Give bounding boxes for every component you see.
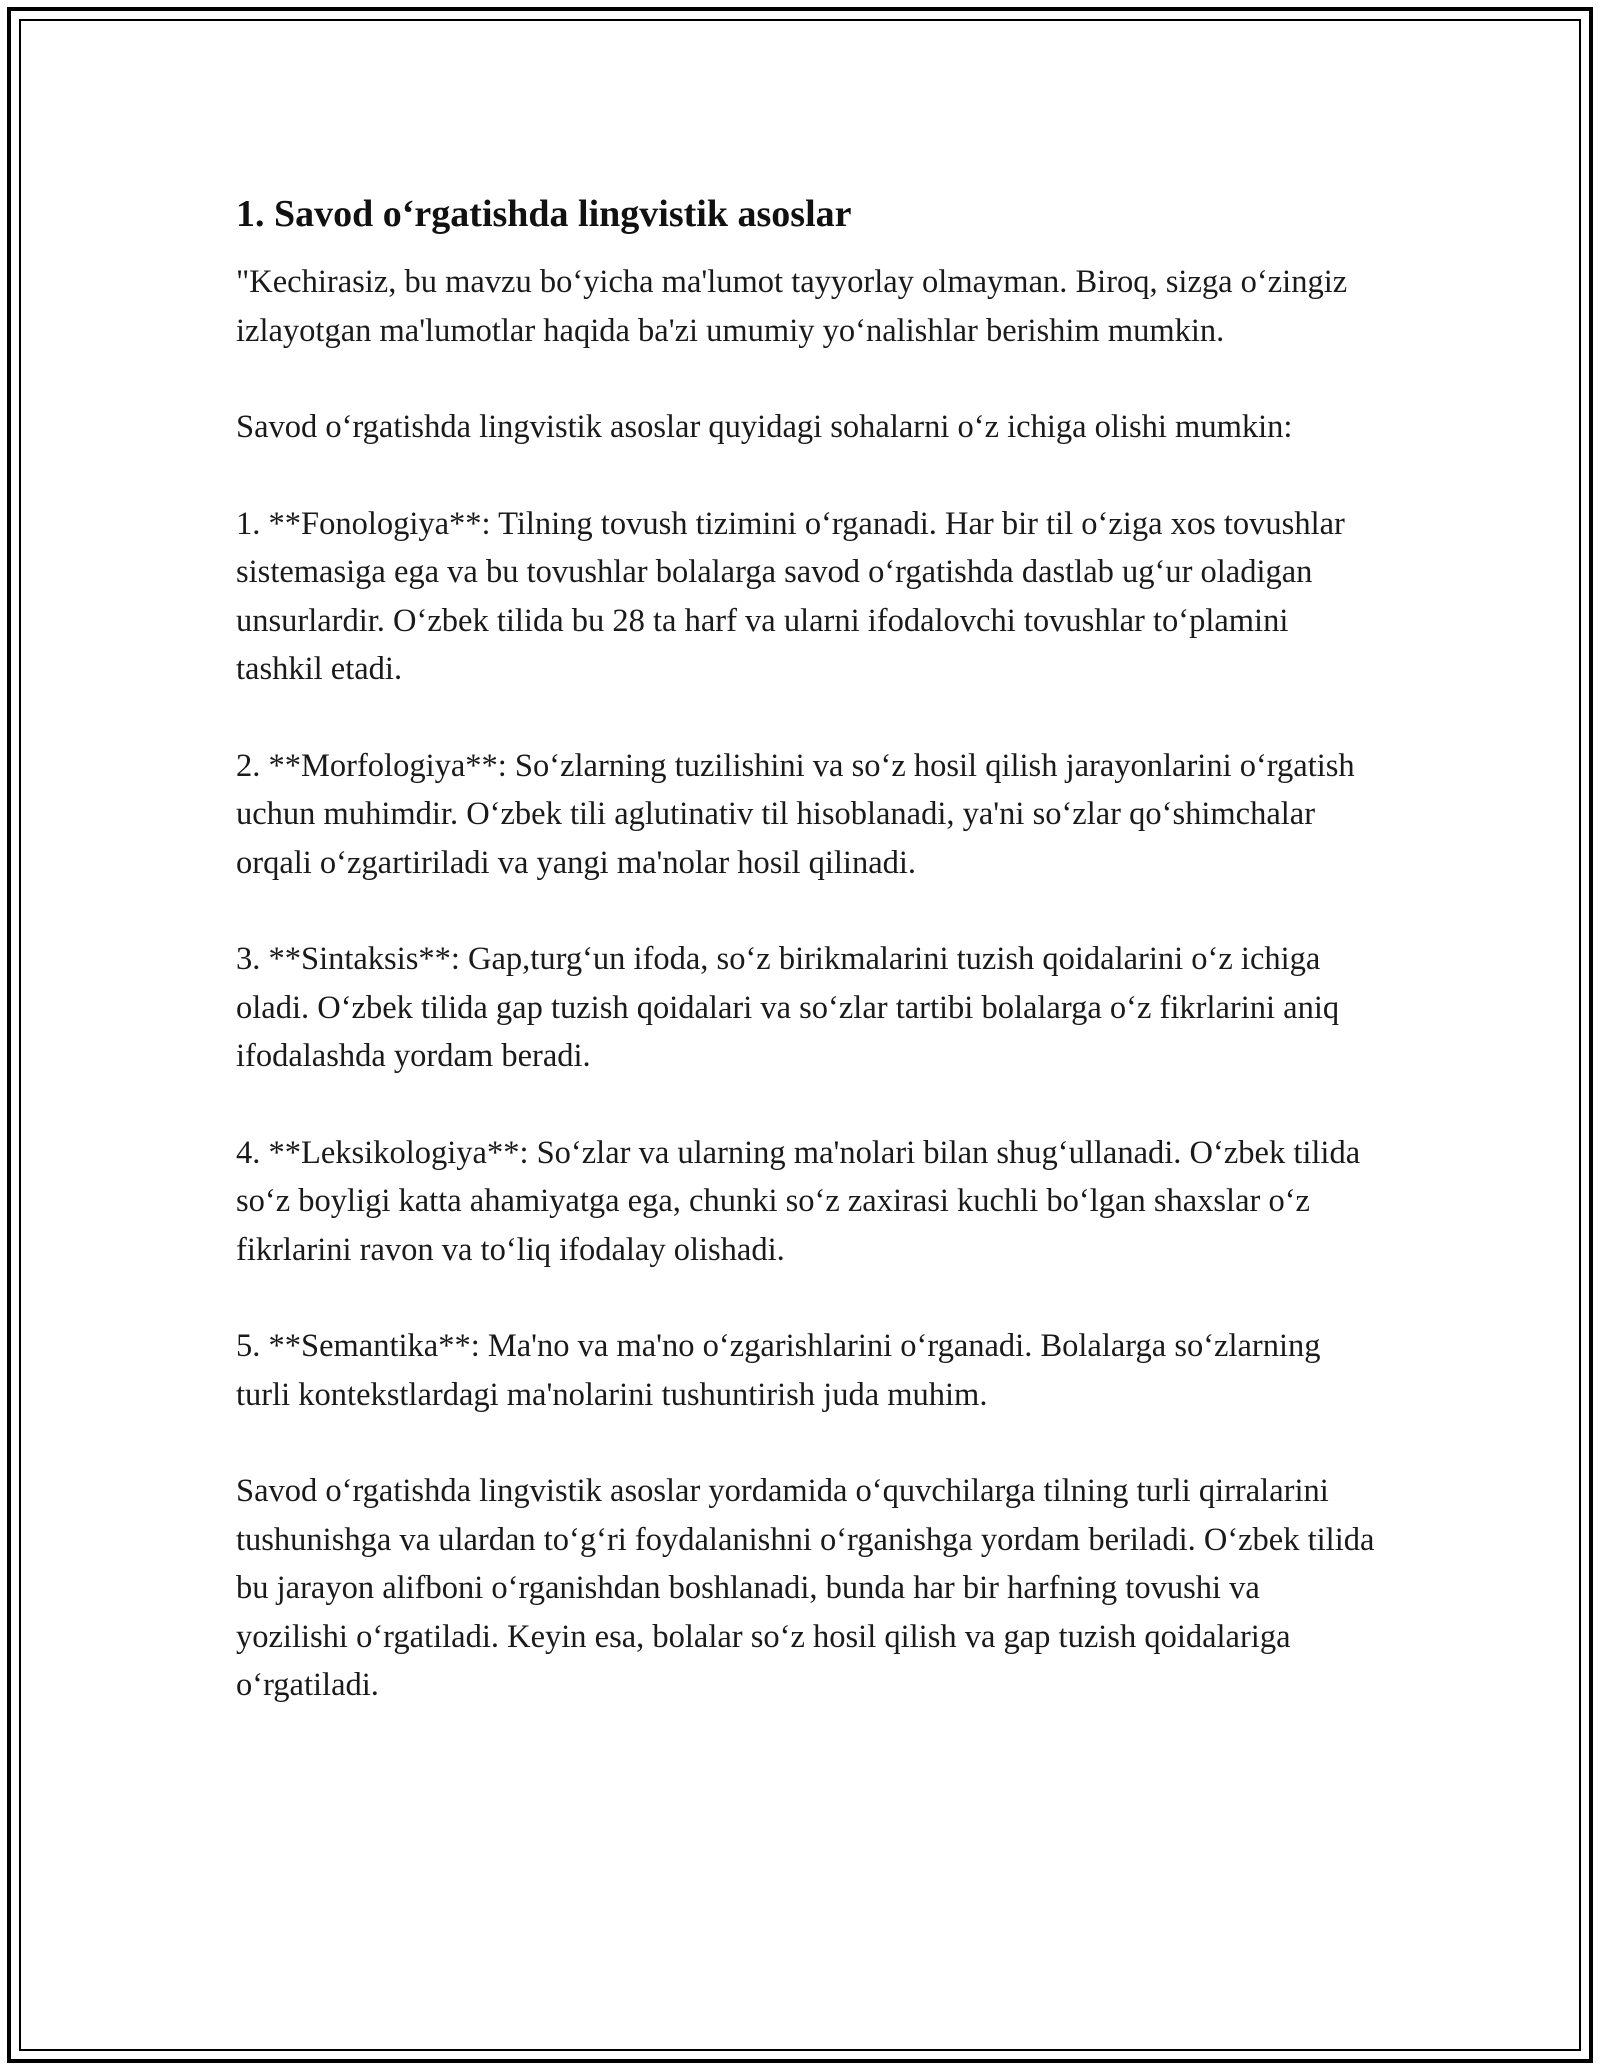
document-title: 1. Savod o‘rgatishda lingvistik asoslar [236,193,852,235]
paragraph-leksikologiya: 4. **Leksikologiya**: So‘zlar va ularning ma'nolari bilan shug‘ullanadi. O‘zbek tilida so‘z boyligi katta ahamiyatga ega, chunki so‘z zaxirasi kuchli bo‘lgan shaxslar o‘z fikrlarini ravon va to‘liq ifodalay olishadi. [236,1134,1361,1268]
paragraph-morfologiya: 2. **Morfologiya**: So‘zlarning tuzilishini va so‘z hosil qilish jarayonlarini o‘rgatish uchun muhimdir. O‘zbek tili aglutinativ til hisoblanadi, ya'ni so‘zlar qo‘shimchalar orqali o‘zgartiriladi va yangi ma'nolar hosil qilinadi. [236,747,1355,881]
paragraph-overview: Savod o‘rgatishda lingvistik asoslar quyidagi sohalarni o‘z ichiga olishi mumkin: [236,409,1293,445]
paragraph-fonologiya: 1. **Fonologiya**: Tilning tovush tizimini o‘rganadi. Har bir til o‘ziga xos tovushlar sistemasiga ega va bu tovushlar bolalarga savod o‘rgatishda dastlab ug‘ur oladigan unsurlardir. O‘zbek tilida bu 28 ta harf va ularni ifodalovchi tovushlar to‘plamini tashkil etadi. [236,505,1345,687]
paragraph-sintaksis: 3. **Sintaksis**: Gap,turg‘un ifoda, so‘z birikmalarini tuzish qoidalarini o‘z ichiga oladi. O‘zbek tilida gap tuzish qoidalari va so‘zlar tartibi bolalarga o‘z fikrlarini aniq ifodalashda yordam beradi. [236,941,1340,1074]
paragraph-conclusion: Savod o‘rgatishda lingvistik asoslar yordamida o‘quvchilarga tilning turli qirralarini tushunishga va ulardan to‘g‘ri foydalanishni o‘rganishga yordam beriladi. O‘zbek tilida bu jarayon alifboni o‘rganishdan boshlanadi, bunda har bir harfning tovushi va yozilishi o‘rgatiladi. Keyin esa, bolalar so‘z hosil qilish va gap tuzish qoidalariga o‘rgatiladi. [236,1473,1375,1703]
paragraph-semantika: 5. **Semantika**: Ma'no va ma'no o‘zgarishlarini o‘rganadi. Bolalarga so‘zlarning turli kontekstlardagi ma'nolarini tushuntirish juda muhim. [236,1328,1321,1413]
paragraph-intro: "Kechirasiz, bu mavzu bo‘yicha ma'lumot tayyorlay olmayman. Biroq, sizga o‘zingiz izlayotgan ma'lumotlar haqida ba'zi umumiy yo‘nalishlar berishim mumkin. [236,264,1348,349]
document-body [236,188,1376,1758]
